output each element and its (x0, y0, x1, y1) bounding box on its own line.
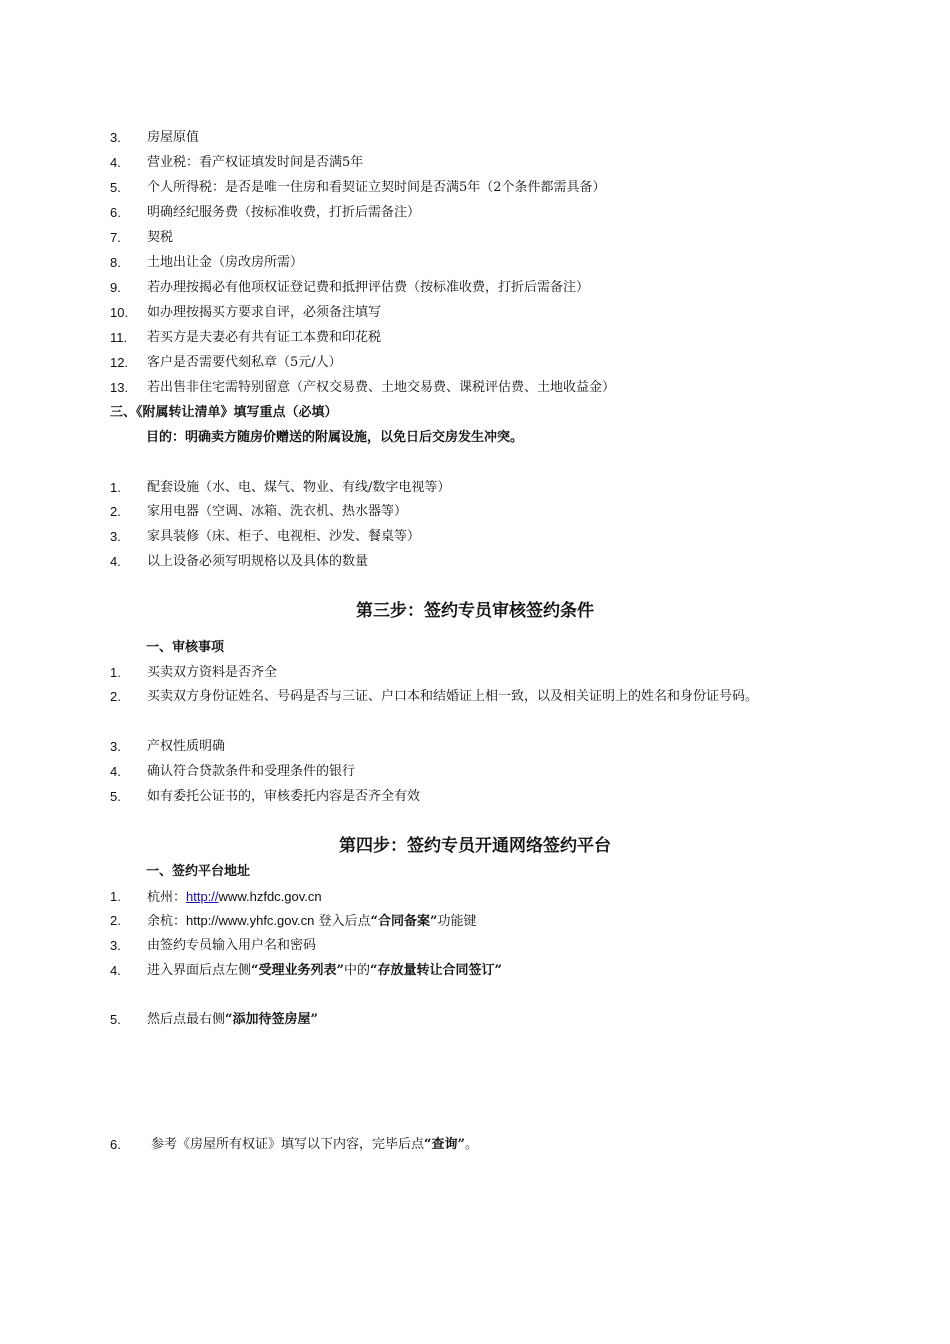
hzfdc-link[interactable]: http:// (186, 889, 219, 904)
subsection-title: 一、签约平台地址 (146, 864, 251, 879)
yhfc-url: http://www.yhfc.gov.cn (186, 913, 315, 928)
page-title-step3: 第三步：签约专员审核签约条件 (356, 601, 594, 621)
subsection-title: 一、审核事项 (146, 640, 225, 655)
section-purpose: 目的：明确卖方随房价赠送的附属设施，以免日后交房发生冲突。 (146, 430, 524, 445)
document-page: 3. 房屋原值 4. 营业税：看产权证填发时间是否满5年 5. 个人所得税：是否是唯一住房和看契证立契时间是否满5年（2个条件都需具备） 6. 明确经纪服务费（按标准收费，打折后需备注） 7. 契税 8. 土地出让金（房改房所需） 9. 若办理按揭必有他项权证登记费和抵押评估费（按标准收费，打折后需备注） 10. 如办理按揭买方要求自评，必须备注填写 11. 若买方是夫妻必有共有证工本费和印花税 12. 客户是否需要代刻私章（5元/人） 13. 若出售非住宅需特别留意（产权交易费、土地交易费、课税评估费、土地收益金） 三、《附属转让清单》填写重点（必填） 目的：明确卖方随房价赠送的附属设施，以免日后交房发生冲突。 1. 配套设施（水、电、煤气、物业、有线/数字电视等） 2. 家用电器（空调、冰箱、洗衣机、热水器等） 3. 家具装修（床、柜子、电视柜、沙发、餐桌等） 4. 以上设备必须写明规格以及具体的数量 第三步：签约专员审核签约条件 一、审核事项 1. 买卖双方资料是否齐全 2. 买卖双方身份证姓名、号码是否与三证、户口本和结婚证上相一致，以及相关证明上的姓名和身份证号码。 3. 产权性质明确 4. 确认符合贷款条件和受理条件的银行 5. 如有委托公证书的，审核委托内容是否齐全有效 第四步：签约专员开通网络签约平台 一、签约平台地址 1. 杭州：http://www.hzfdc.gov.cn 2. 余杭：http://www.yhfc.gov.cn 登入后点“合同备案”功能键 3. 由签约专员输入用户名和密码 4. 进入界面后点左侧“受理业务列表”中的“存放量转让合同签订” 5. 然后点最右侧“添加待签房屋” 6. 参考《房屋所有权证》填写以下内容，完毕后点“查询”。 (0, 0, 950, 1344)
page-title-step4: 第四步：签约专员开通网络签约平台 (339, 836, 611, 856)
section-title: 三、《附属转让清单》填写重点（必填） (110, 405, 338, 420)
